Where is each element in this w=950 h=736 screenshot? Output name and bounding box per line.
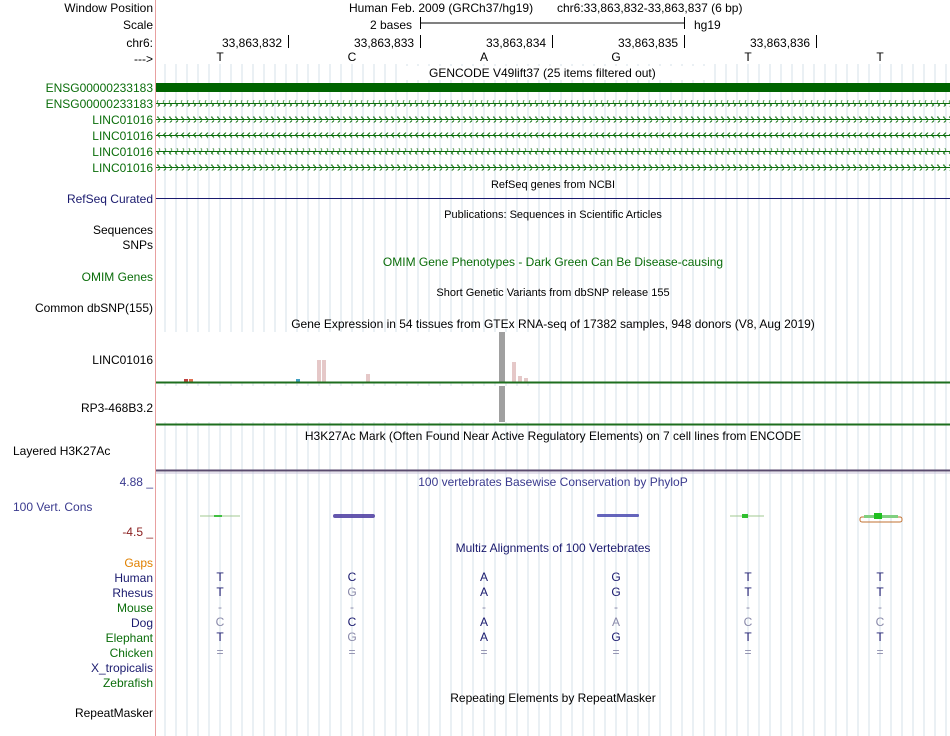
coord-label-5: 33,863,836 xyxy=(750,36,811,50)
align-base: = xyxy=(480,645,488,659)
align-base: = xyxy=(876,645,884,659)
align-base: = xyxy=(348,645,356,659)
scale-text: 2 bases xyxy=(370,18,413,32)
align-base: T xyxy=(744,630,752,644)
align-base: = xyxy=(744,645,752,659)
label-species-chicken[interactable]: Chicken xyxy=(109,646,153,660)
coord-label-3: 33,863,834 xyxy=(486,36,547,50)
ref-base-3: A xyxy=(479,50,488,64)
align-base: G xyxy=(611,570,621,584)
phylop-track-title[interactable]: 100 vertebrates Basewise Conservation by PhyloP xyxy=(418,475,688,489)
coord-label-1: 33,863,832 xyxy=(222,36,283,50)
align-base: - xyxy=(878,600,882,614)
track-label-column xyxy=(0,0,155,736)
coord-label-4: 33,863,835 xyxy=(618,36,679,50)
label-gencode-ensg-2[interactable]: ENSG00000233183 xyxy=(45,97,153,111)
label-scale: Scale xyxy=(122,18,153,32)
label-phylop-max: 4.88 _ xyxy=(119,475,153,489)
align-base: T xyxy=(876,585,884,599)
gencode-exon-block xyxy=(156,83,950,92)
align-base: = xyxy=(216,645,224,659)
gencode-reverse-arrows-3 xyxy=(156,149,950,155)
align-base: G xyxy=(611,585,621,599)
gtex-plot xyxy=(156,332,950,425)
label-gtex-linc01016[interactable]: LINC01016 xyxy=(92,353,153,367)
align-base: C xyxy=(743,615,753,629)
align-base: T xyxy=(876,570,884,584)
align-base: A xyxy=(479,630,488,644)
label-repeatmasker[interactable]: RepeatMasker xyxy=(74,706,153,720)
label-gaps[interactable]: Gaps xyxy=(124,556,153,570)
align-base: - xyxy=(614,600,618,614)
label-species-dog[interactable]: Dog xyxy=(130,616,153,630)
scale-assembly-db: hg19 xyxy=(694,18,721,32)
assembly-name: Human Feb. 2009 (GRCh37/hg19) xyxy=(349,1,534,15)
label-species-xtropicalis[interactable]: X_tropicalis xyxy=(90,661,153,675)
align-base: T xyxy=(744,585,752,599)
align-base: T xyxy=(216,630,224,644)
dbsnp-track-title[interactable]: Short Genetic Variants from dbSNP release 155 xyxy=(436,287,670,299)
align-base: T xyxy=(216,585,224,599)
label-sequences[interactable]: Sequences xyxy=(92,223,153,237)
label-species-mouse[interactable]: Mouse xyxy=(116,601,153,615)
track-area[interactable] xyxy=(156,0,950,736)
align-base: A xyxy=(479,570,488,584)
align-base: C xyxy=(875,615,885,629)
align-base: C xyxy=(347,570,357,584)
publications-track-title[interactable]: Publications: Sequences in Scientific Articles xyxy=(444,209,662,221)
gencode-forward-arrows xyxy=(156,101,950,107)
align-base: - xyxy=(218,600,222,614)
label-species-human[interactable]: Human xyxy=(114,571,153,585)
label-gencode-linc-2[interactable]: LINC01016 xyxy=(92,129,153,143)
gencode-track-title[interactable]: GENCODE V49lift37 (25 items filtered out) xyxy=(429,66,656,80)
label-phylop-min: -4.5 _ xyxy=(122,525,153,539)
align-base: A xyxy=(479,615,488,629)
label-gencode-linc-4[interactable]: LINC01016 xyxy=(92,161,153,175)
align-base: A xyxy=(611,615,620,629)
track-graphics xyxy=(156,0,950,736)
align-base: = xyxy=(612,645,620,659)
ref-base-2: C xyxy=(347,50,357,64)
label-layered-h3k27ac[interactable]: Layered H3K27Ac xyxy=(13,444,111,458)
omim-track-title[interactable]: OMIM Gene Phenotypes - Dark Green Can Be Disease-causing xyxy=(382,255,724,269)
gtex-track-title[interactable]: Gene Expression in 54 tissues from GTEx RNA-seq of 17382 samples, 948 donors (V8, Aug 2019) xyxy=(291,317,815,331)
refseq-track-title[interactable]: RefSeq genes from NCBI xyxy=(490,179,616,191)
label-gencode-linc-3[interactable]: LINC01016 xyxy=(92,145,153,159)
label-omim-genes[interactable]: OMIM Genes xyxy=(81,270,153,284)
gencode-reverse-arrows-1 xyxy=(156,117,950,123)
ref-base-4: G xyxy=(611,50,621,64)
label-refseq-curated[interactable]: RefSeq Curated xyxy=(66,192,153,206)
label-window-position: Window Position xyxy=(64,1,153,15)
gencode-reverse-arrows-2 xyxy=(156,133,950,139)
align-base: C xyxy=(215,615,225,629)
label-100-vert-cons[interactable]: 100 Vert. Cons xyxy=(13,500,93,514)
align-base: G xyxy=(611,630,621,644)
label-strand[interactable]: ---> xyxy=(134,52,153,66)
ref-base-5: T xyxy=(744,50,752,64)
label-common-dbsnp[interactable]: Common dbSNP(155) xyxy=(34,301,153,315)
label-gtex-rp3[interactable]: RP3-468B3.2 xyxy=(80,401,153,415)
align-base: A xyxy=(479,585,488,599)
ref-base-6: T xyxy=(876,50,884,64)
phylop-marks xyxy=(200,513,902,522)
align-base: - xyxy=(746,600,750,614)
align-base: - xyxy=(350,600,354,614)
label-chromosome: chr6: xyxy=(126,36,153,50)
coord-label-2: 33,863,833 xyxy=(354,36,415,50)
label-snps[interactable]: SNPs xyxy=(122,238,153,252)
align-base: G xyxy=(347,630,357,644)
repeatmasker-track-title[interactable]: Repeating Elements by RepeatMasker xyxy=(450,691,656,705)
align-base: - xyxy=(482,600,486,614)
align-base: G xyxy=(347,585,357,599)
position-readout: chr6:33,863,832-33,863,837 (6 bp) xyxy=(557,1,743,15)
label-species-rhesus[interactable]: Rhesus xyxy=(112,586,153,600)
label-gencode-linc-1[interactable]: LINC01016 xyxy=(92,113,153,127)
align-base: T xyxy=(744,570,752,584)
gencode-reverse-arrows-4 xyxy=(156,165,950,171)
ref-base-1: T xyxy=(216,50,224,64)
label-gencode-ensg-1[interactable]: ENSG00000233183 xyxy=(45,81,153,95)
align-base: C xyxy=(347,615,357,629)
align-base: T xyxy=(876,630,884,644)
h3k27ac-track-title[interactable]: H3K27Ac Mark (Often Found Near Active Regulatory Elements) on 7 cell lines from ENCODE xyxy=(304,429,802,443)
multiz-track-title[interactable]: Multiz Alignments of 100 Vertebrates xyxy=(455,541,651,555)
label-species-zebrafish[interactable]: Zebrafish xyxy=(102,676,153,690)
align-base: T xyxy=(216,570,224,584)
label-species-elephant[interactable]: Elephant xyxy=(105,631,153,645)
